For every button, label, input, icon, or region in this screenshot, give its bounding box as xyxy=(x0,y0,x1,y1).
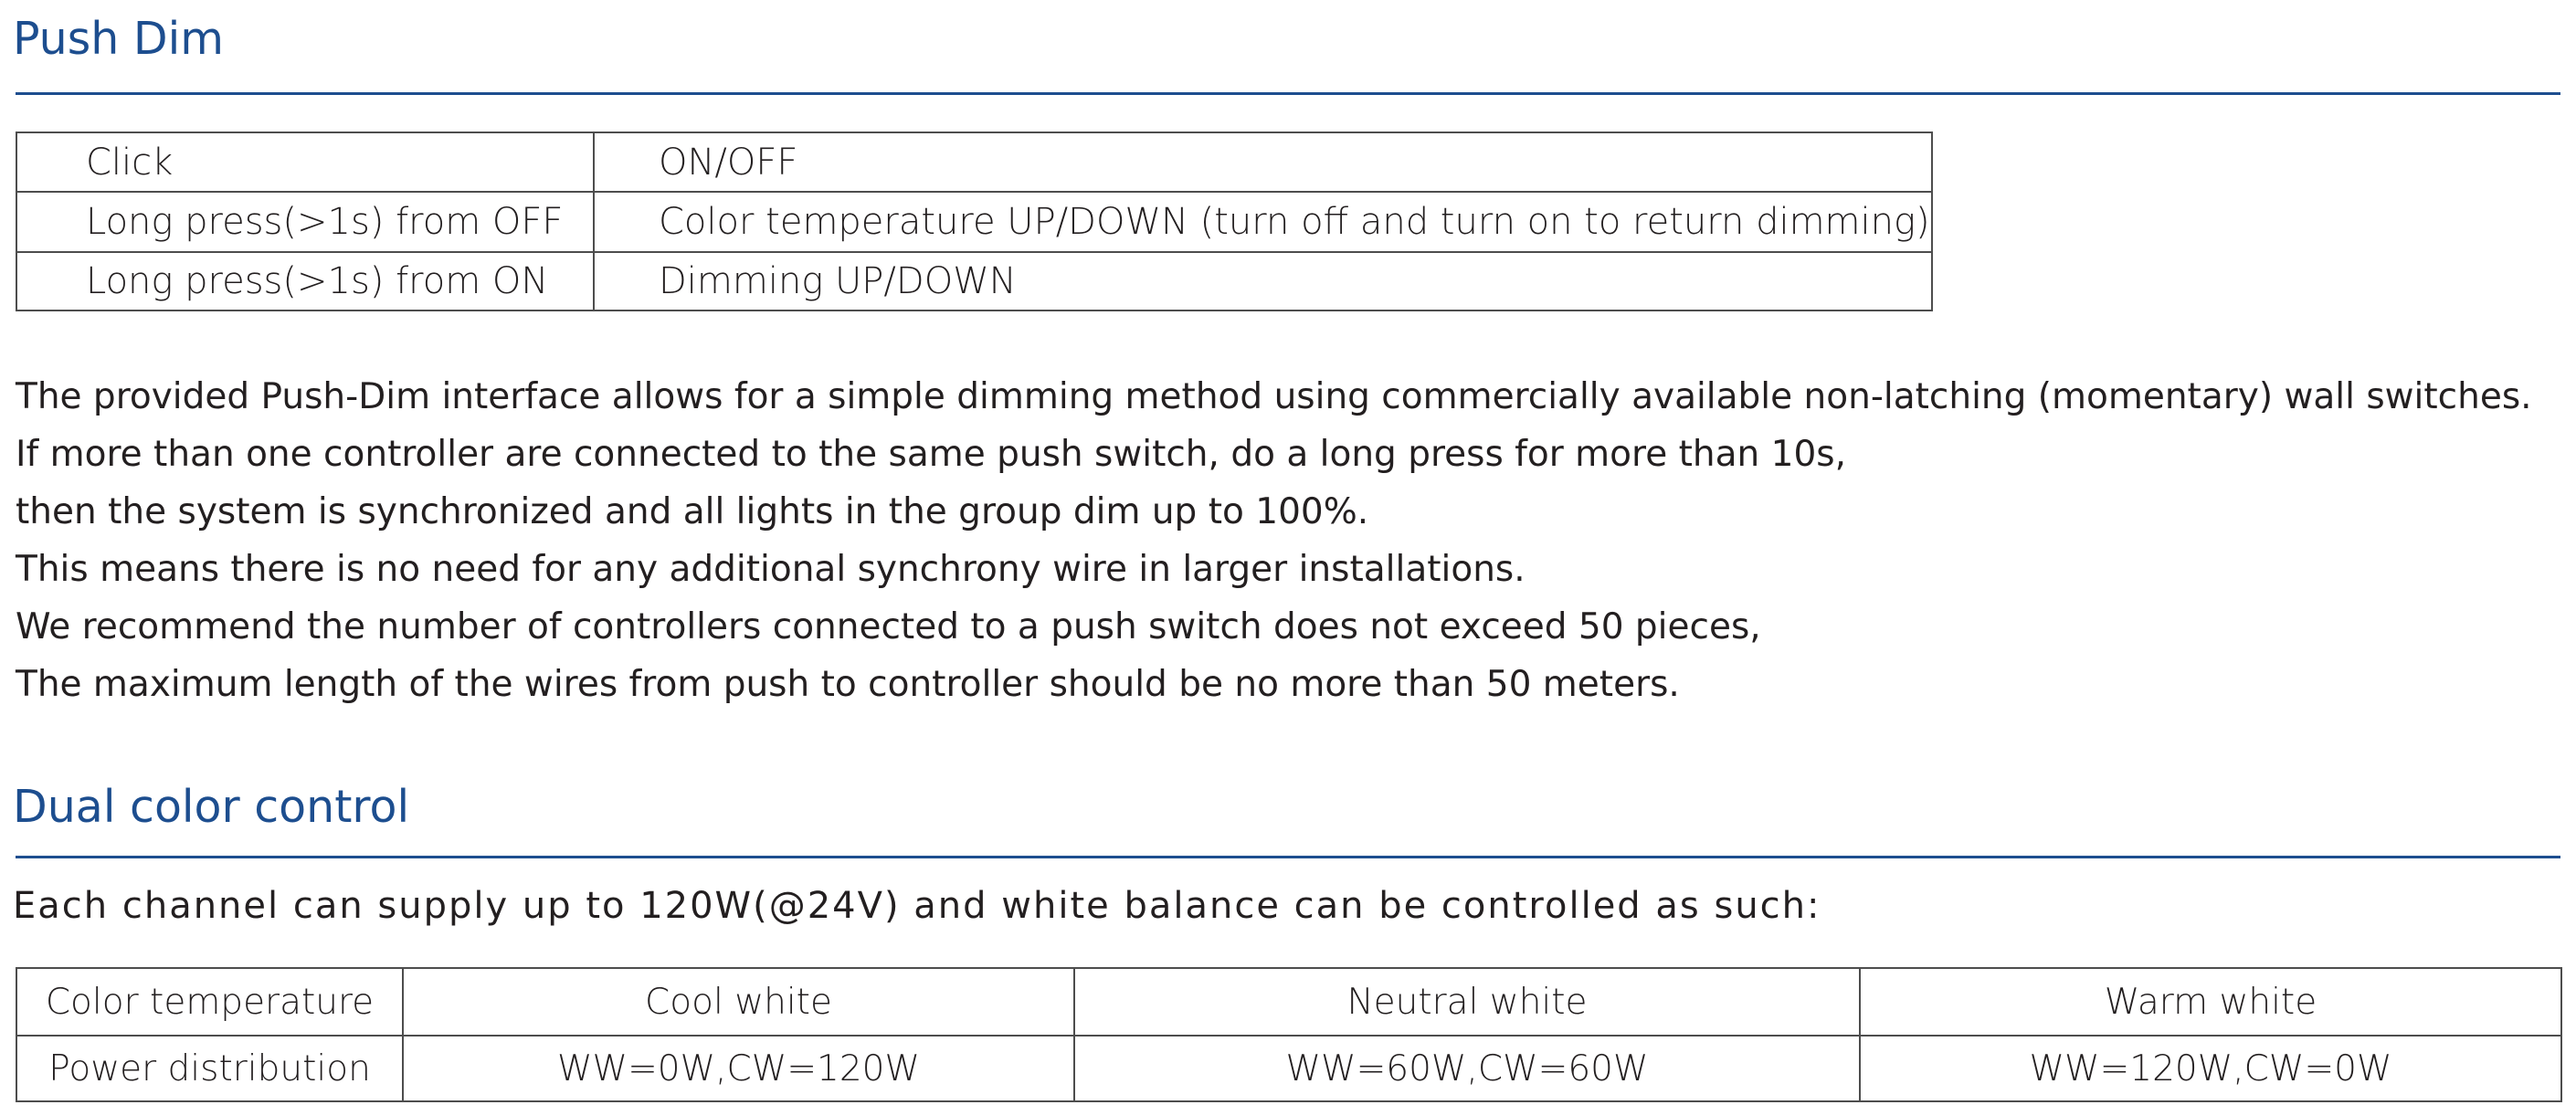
table-cell: Long press(>1s) from OFF xyxy=(16,192,594,252)
table-cell: Neutral white xyxy=(1074,968,1860,1036)
section-rule xyxy=(16,92,2560,95)
paragraph-line: then the system is synchronized and all lights in the group dim up to 100%. xyxy=(16,491,1369,532)
table-row xyxy=(16,132,1932,192)
push-dim-description xyxy=(16,368,2532,713)
paragraph-line: If more than one controller are connected to the same push switch, do a long press for more than 10s, xyxy=(16,434,1846,475)
section-title-push-dim: Push Dim xyxy=(13,13,224,65)
paragraph-line: This means there is no need for any additional synchrony wire in larger installations. xyxy=(16,549,1526,590)
table-cell: WW=0W,CW=120W xyxy=(403,1036,1074,1101)
table-cell: WW=60W,CW=60W xyxy=(1074,1036,1860,1101)
table-cell: Cool white xyxy=(403,968,1074,1036)
dual-color-intro: Each channel can supply up to 120W(@24V) and white balance can be controlled as such: xyxy=(13,885,1821,927)
table-cell: Color temperature xyxy=(16,968,403,1036)
table-row xyxy=(16,1036,2561,1101)
table-cell: Long press(>1s) from ON xyxy=(16,252,594,310)
table-row xyxy=(16,192,1932,252)
paragraph-line: The maximum length of the wires from push to controller should be no more than 50 meters. xyxy=(16,664,1680,705)
paragraph-line: We recommend the number of controllers connected to a push switch does not exceed 50 pieces, xyxy=(16,606,1761,647)
table-cell: Color temperature UP/DOWN (turn off and turn on to return dimming) xyxy=(594,192,1932,252)
table-cell: Dimming UP/DOWN xyxy=(594,252,1932,310)
paragraph-line: The provided Push-Dim interface allows for a simple dimming method using commercially available non-latching (momentary) wall switches. xyxy=(16,376,2532,417)
push-dim-table xyxy=(16,132,1933,311)
table-cell: Power distribution xyxy=(16,1036,403,1101)
table-cell: WW=120W,CW=0W xyxy=(1860,1036,2561,1101)
section-title-dual-color-control: Dual color control xyxy=(13,781,410,833)
table-row xyxy=(16,968,2561,1036)
table-cell: Click xyxy=(16,132,594,192)
table-cell: ON/OFF xyxy=(594,132,1932,192)
table-cell: Warm white xyxy=(1860,968,2561,1036)
white-balance-table xyxy=(16,967,2562,1102)
section-rule xyxy=(16,856,2560,858)
table-row xyxy=(16,252,1932,310)
